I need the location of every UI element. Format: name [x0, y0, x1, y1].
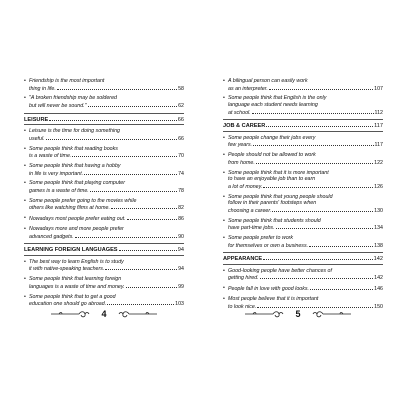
dot-leader — [72, 152, 177, 157]
entry-body — [29, 259, 184, 273]
entry-line: Friendship is the most important — [29, 78, 105, 84]
entry-line — [29, 102, 184, 110]
entry-line — [29, 283, 184, 291]
entry-page-number: 90 — [178, 233, 184, 240]
entry-page-number: 134 — [374, 225, 383, 232]
entry-line — [29, 204, 184, 212]
entry-line — [29, 135, 184, 143]
entry-body — [29, 78, 184, 92]
toc-section-heading — [223, 252, 383, 265]
page-footer-right — [238, 306, 358, 322]
bullet-icon: • — [223, 217, 225, 224]
entry-line: Some people think that playing computer — [29, 180, 125, 187]
entry-line — [29, 265, 184, 273]
entry-line — [29, 233, 184, 241]
dot-leader — [90, 187, 177, 192]
entry-line — [228, 183, 383, 191]
toc-entry[interactable] — [24, 259, 184, 273]
entry-text: getting hired. — [228, 275, 259, 282]
entry-text: for themselves or own a business. — [228, 242, 309, 249]
entry-line: Some people think that to get a good — [29, 293, 116, 300]
toc-entry[interactable] — [24, 163, 184, 177]
dot-leader — [269, 85, 373, 90]
entry-line: Most people believe that it is important — [228, 295, 319, 302]
entry-text: it with native-speaking teachers. — [29, 266, 105, 273]
page-number: 5 — [295, 309, 301, 319]
toc-section-heading — [24, 113, 184, 126]
entry-text: useful. — [29, 135, 45, 142]
bullet-icon: • — [24, 276, 26, 283]
entry-line — [228, 109, 383, 117]
dot-leader — [252, 109, 374, 114]
entry-text: advanced gadgets. — [29, 233, 74, 240]
toc-entry[interactable] — [24, 128, 184, 142]
section-title: LEARNING FOREIGN LANGUAGES — [24, 247, 118, 254]
section-page-number: 66 — [177, 116, 184, 123]
entry-line: Some people change their jobs every — [228, 134, 316, 141]
entry-line: A bilingual person can easily work — [228, 78, 308, 84]
toc-entry[interactable] — [24, 215, 184, 223]
entry-body — [29, 95, 184, 109]
toc-entry[interactable] — [223, 152, 383, 166]
bullet-icon: • — [24, 197, 26, 204]
bullet-icon: • — [223, 169, 225, 176]
entry-page-number: 126 — [374, 183, 383, 190]
entry-text: but will never be sound." — [29, 102, 87, 109]
entry-line: Nowadays more and more people prefer — [29, 225, 124, 232]
toc-entry[interactable] — [223, 194, 383, 215]
dot-leader — [127, 215, 178, 220]
dot-leader — [272, 207, 373, 212]
entry-page-number: 74 — [178, 170, 184, 177]
entry-page-number: 142 — [374, 275, 383, 282]
entry-line: Some people think that students should — [228, 217, 321, 224]
entry-page-number: 62 — [178, 102, 184, 109]
toc-entry[interactable] — [24, 180, 184, 194]
section-page-number: 94 — [177, 247, 184, 254]
entry-page-number: 70 — [178, 153, 184, 160]
entry-page-number: 78 — [178, 187, 184, 194]
entry-text: as an interpreter. — [228, 85, 268, 92]
entry-page-number: 58 — [178, 85, 184, 92]
entry-line: Leisure is the time for doing something — [29, 128, 120, 135]
entry-line — [29, 215, 184, 223]
entry-page-number: 138 — [374, 242, 383, 249]
bullet-icon: • — [223, 95, 225, 102]
entry-text: at school. — [228, 109, 251, 116]
bullet-icon: • — [223, 193, 225, 200]
entry-line: Some people think that learning foreign — [29, 276, 122, 283]
entry-line: Good-looking people have better chances of — [228, 267, 332, 274]
dot-leader — [119, 246, 177, 251]
entry-line: Some people think that young people should — [228, 193, 333, 200]
flourish-ornament-icon — [115, 309, 159, 319]
toc-entry[interactable] — [223, 285, 383, 293]
entry-line — [228, 85, 383, 93]
toc-entry[interactable] — [24, 276, 184, 290]
entry-text: choosing a career. — [228, 207, 272, 214]
bullet-icon: • — [223, 234, 225, 241]
entry-body — [29, 198, 184, 212]
toc-entry[interactable] — [223, 78, 383, 92]
entry-body — [228, 268, 383, 282]
dot-leader — [49, 116, 177, 121]
entry-page-number: 122 — [374, 159, 383, 166]
dot-leader — [57, 85, 177, 90]
dot-leader — [88, 102, 178, 107]
entry-page-number: 146 — [374, 286, 383, 293]
entry-text: education one should go abroad. — [29, 301, 107, 308]
toc-entry[interactable] — [24, 78, 184, 92]
entry-line — [29, 152, 184, 160]
toc-entry[interactable] — [223, 218, 383, 232]
section-page-number: 117 — [374, 123, 383, 130]
section-title: JOB & CAREER — [223, 123, 266, 130]
bullet-icon: • — [223, 267, 225, 274]
entry-line — [228, 224, 383, 232]
entry-text: Nowadays most people prefer eating out. — [29, 216, 126, 223]
entry-line: language each student needs learning — [228, 101, 318, 108]
entry-page-number: 66 — [178, 135, 184, 142]
entry-line — [228, 141, 383, 149]
entry-line: Some people think that reading books — [29, 145, 118, 152]
entry-body — [228, 135, 383, 149]
bullet-icon: • — [24, 180, 26, 187]
entry-body — [228, 152, 383, 166]
toc-entry[interactable] — [223, 268, 383, 282]
toc-entry[interactable] — [223, 170, 383, 191]
entry-page-number: 103 — [175, 301, 184, 308]
entry-body — [29, 180, 184, 194]
toc-entry[interactable] — [24, 198, 184, 212]
toc-entry[interactable] — [223, 135, 383, 149]
dot-leader — [260, 274, 374, 279]
toc-entry[interactable] — [24, 146, 184, 160]
bullet-icon: • — [24, 293, 26, 300]
toc-section-heading — [223, 119, 383, 132]
page-footer-left — [44, 306, 164, 322]
entry-page-number: 150 — [374, 303, 383, 310]
entry-body — [29, 226, 184, 240]
entry-text: few years. — [228, 142, 253, 149]
toc-section-heading — [24, 243, 184, 256]
entry-body — [29, 163, 184, 177]
entry-line — [228, 159, 383, 167]
entry-text: from home. — [228, 159, 255, 166]
entry-line: Some people think that having a hobby — [29, 163, 121, 169]
entry-line: Some people think that it is more important — [228, 169, 329, 176]
bullet-icon: • — [24, 163, 26, 169]
entry-line — [228, 207, 383, 215]
entry-body — [228, 218, 383, 232]
section-title: LEISURE — [24, 116, 49, 123]
entry-line: People should not be allowed to work — [228, 152, 316, 159]
toc-entry[interactable] — [223, 95, 383, 116]
entry-text: is a waste of time. — [29, 153, 72, 160]
toc-entry[interactable] — [24, 95, 184, 109]
bullet-icon: • — [223, 285, 225, 292]
entry-page-number: 94 — [178, 266, 184, 273]
entry-line: The best way to learn English is to study — [29, 258, 124, 265]
entry-line: Some people prefer going to the movies while — [29, 197, 137, 204]
dot-leader — [263, 183, 373, 188]
bullet-icon: • — [24, 95, 26, 102]
bullet-icon: • — [24, 215, 26, 222]
toc-entry[interactable] — [24, 226, 184, 240]
entry-body — [228, 285, 383, 293]
entry-line — [29, 170, 184, 178]
entry-line: Some people think that English is the only — [228, 95, 327, 102]
entry-page-number: 82 — [178, 205, 184, 212]
dot-leader — [111, 204, 177, 209]
entry-body — [228, 194, 383, 215]
entry-body — [228, 95, 383, 116]
bullet-icon: • — [223, 134, 225, 141]
entry-body — [228, 235, 383, 249]
bullet-icon: • — [223, 78, 225, 84]
dot-leader — [105, 265, 177, 270]
entry-line: to have an enjoyable job than to earn — [228, 176, 316, 183]
entry-body — [228, 170, 383, 191]
flourish-ornament-icon — [243, 309, 287, 319]
entry-body — [29, 128, 184, 142]
entry-body — [29, 276, 184, 290]
entry-page-number: 117 — [374, 142, 383, 149]
dot-leader — [309, 242, 373, 247]
entry-body — [29, 215, 184, 223]
entry-page-number: 86 — [178, 216, 184, 223]
entry-line — [228, 285, 383, 293]
flourish-ornament-icon — [309, 309, 353, 319]
bullet-icon: • — [223, 152, 225, 159]
toc-page-left — [24, 78, 184, 328]
entry-body — [29, 146, 184, 160]
dot-leader — [266, 122, 373, 127]
dot-leader — [310, 285, 373, 290]
flourish-ornament-icon — [49, 309, 93, 319]
entry-text: People fall in love with good looks. — [228, 286, 309, 293]
dot-leader — [126, 283, 177, 288]
toc-page-right — [223, 78, 383, 328]
bullet-icon: • — [24, 145, 26, 152]
dot-leader — [263, 255, 372, 260]
entry-line: follow in their parents' footsteps when — [228, 200, 317, 207]
bullet-icon: • — [24, 225, 26, 232]
entry-text: languages is a waste of time and money. — [29, 283, 125, 290]
bullet-icon: • — [223, 295, 225, 302]
entry-page-number: 130 — [374, 207, 383, 214]
entry-line — [29, 85, 184, 93]
entry-line — [29, 187, 184, 195]
page-number: 4 — [101, 309, 107, 319]
entry-text: games is a waste of time. — [29, 187, 89, 194]
dot-leader — [84, 170, 177, 175]
dot-leader — [75, 233, 177, 238]
entry-text: thing in life. — [29, 85, 56, 92]
toc-entry[interactable] — [223, 235, 383, 249]
entry-page-number: 99 — [178, 283, 184, 290]
entry-text: others like watching films at home. — [29, 205, 110, 212]
dot-leader — [46, 135, 177, 140]
dot-leader — [276, 224, 374, 229]
dot-leader — [253, 141, 373, 146]
bullet-icon: • — [24, 258, 26, 265]
section-page-number: 142 — [373, 256, 383, 263]
bullet-icon: • — [24, 128, 26, 135]
entry-line: Some people prefer to work — [228, 234, 294, 241]
bullet-icon: • — [24, 78, 26, 84]
entry-page-number: 107 — [374, 85, 383, 92]
entry-line — [228, 274, 383, 282]
entry-body — [228, 78, 383, 92]
dot-leader — [256, 159, 373, 164]
entry-text: have part-time jobs. — [228, 225, 275, 232]
entry-page-number: 112 — [374, 109, 383, 116]
entry-line: "A broken friendship may be soldered — [29, 95, 117, 102]
entry-line — [228, 242, 383, 250]
entry-text: a lot of money. — [228, 183, 263, 190]
dot-leader — [107, 300, 174, 305]
entry-text: in life is very important. — [29, 170, 84, 177]
entry-text: to look nice. — [228, 303, 257, 310]
section-title: APPEARANCE — [223, 256, 263, 263]
